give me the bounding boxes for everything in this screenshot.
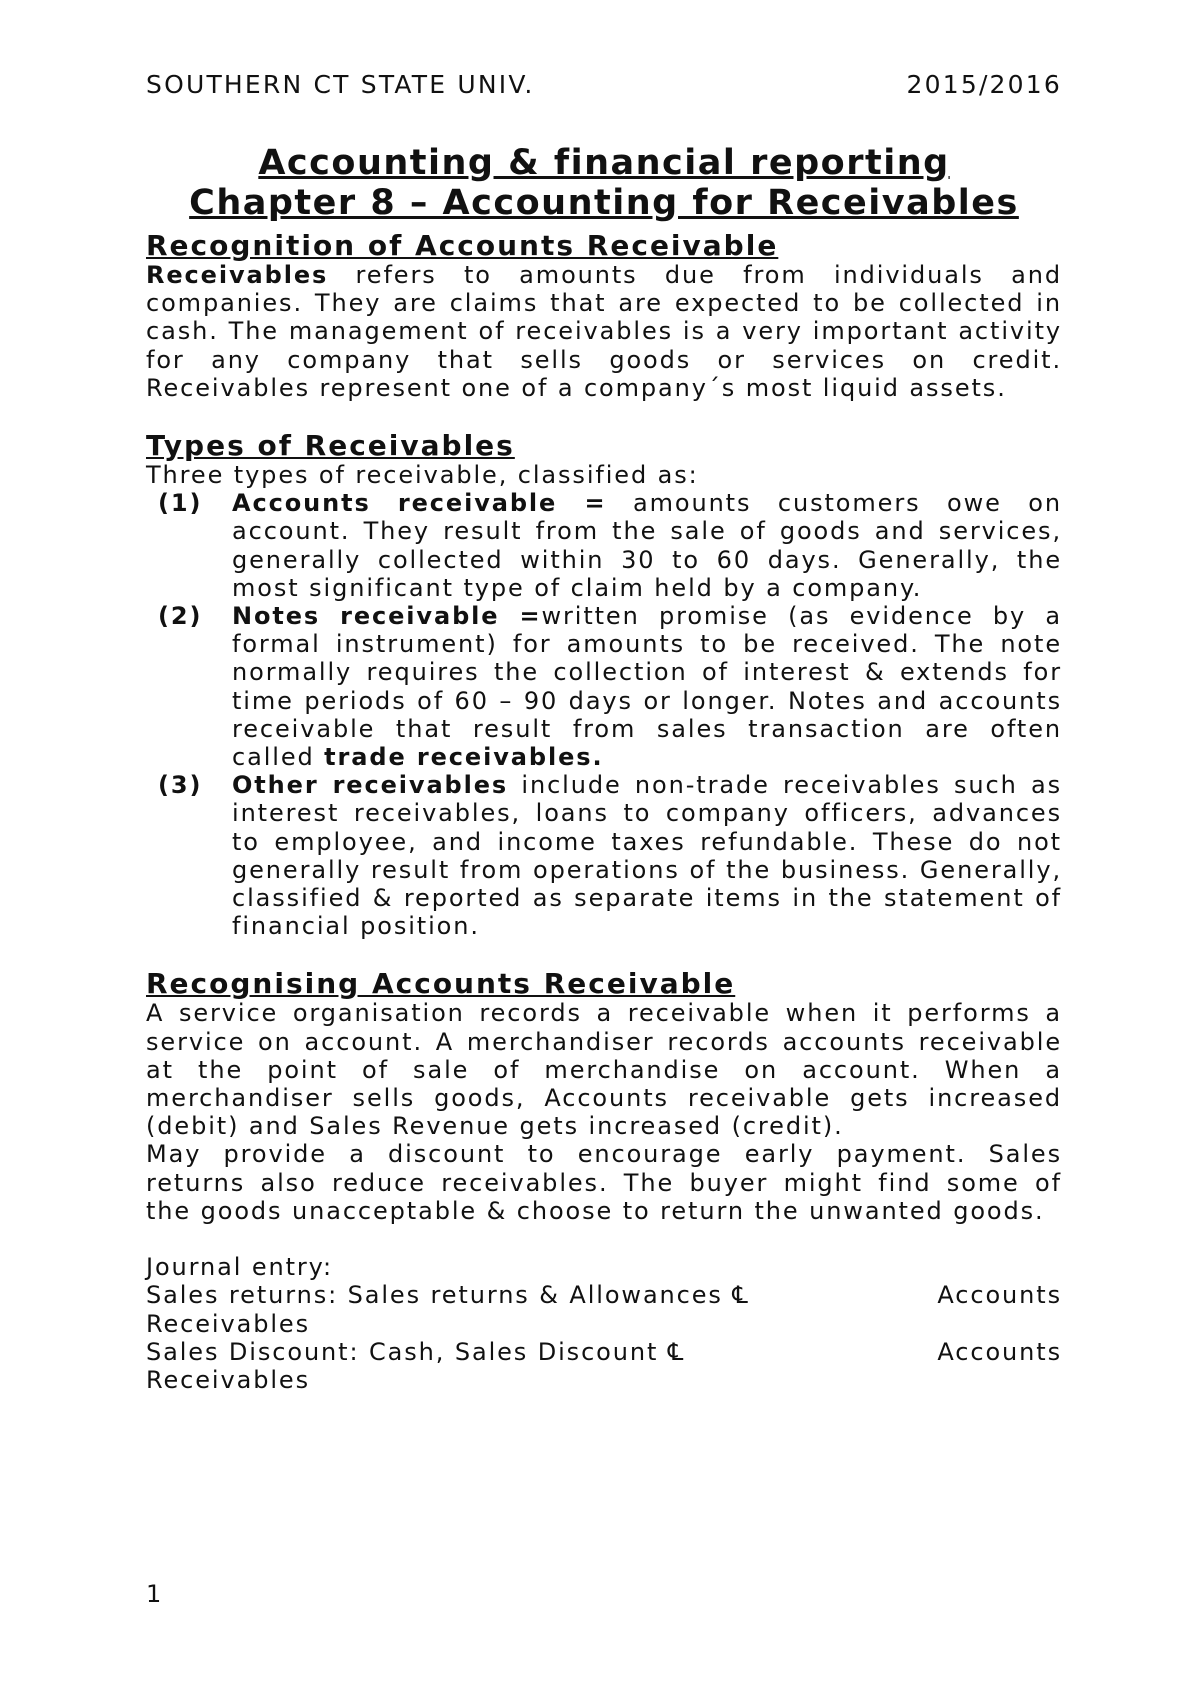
- list-item-number: (2): [158, 602, 203, 631]
- page-number: 1: [146, 1580, 162, 1608]
- section-heading-recognition: Recognition of Accounts Receivable: [146, 229, 779, 262]
- list-item: [146, 602, 1062, 771]
- recognising-paragraph-2: May provide a discount to encourage early payment. Sales returns also reduce receivables. The buyer might find some of the goods unacceptable & choose to return the unwanted goods.: [146, 1140, 1062, 1225]
- list-item: [146, 489, 1062, 602]
- list-item-body: [232, 602, 1062, 771]
- recognition-text: refers to amounts due from individuals and companies. They are claims that are expected to be collected in cash. The management of receivables is a very important activity for any company that sells goods or services on credit. Receivables represent one of a company´s most liquid assets.: [146, 261, 1062, 402]
- header-institution: SOUTHERN CT STATE UNIV.: [146, 70, 535, 99]
- list-item: [146, 771, 1062, 940]
- list-item-body: [232, 771, 1062, 940]
- types-intro: Three types of receivable, classified as:: [146, 461, 699, 490]
- journal-discount-cont: Receivables: [146, 1365, 310, 1394]
- list-item-text: written promise (as evidence by a formal instrument) for amounts to be received. The note normally requires the collection of interest & extends for time periods of 60 – 90 days or longer. Notes and accounts receivable that result from sales transaction are often called: [232, 602, 1062, 772]
- journal-returns-left: Sales returns: Sales returns & Allowances ℄: [146, 1281, 750, 1310]
- list-item-text: amounts customers owe on account. They result from the sale of goods and services, generally collected within 30 to 60 days. Generally, the most significant type of claim held by a company.: [232, 489, 1062, 602]
- title-line-2: Chapter 8 – Accounting for Receivables: [189, 183, 1019, 223]
- title-line-1: Accounting & financial reporting: [258, 143, 950, 183]
- list-item-number: (1): [158, 489, 203, 518]
- list-item-term: Notes receivable =: [232, 602, 542, 631]
- journal-discount-left: Sales Discount: Cash, Sales Discount ℄: [146, 1337, 686, 1366]
- journal-returns-right: Accounts: [937, 1281, 1062, 1310]
- document-body: [146, 230, 1062, 1394]
- section-heading-types: Types of Receivables: [146, 429, 515, 463]
- section-heading-recognising: Recognising Accounts Receivable: [146, 967, 736, 1001]
- page-header: [146, 70, 1062, 99]
- list-item-number: (3): [158, 771, 203, 800]
- recognition-lead-term: Receivables: [146, 261, 329, 289]
- list-item-term: Other receivables: [232, 771, 509, 800]
- list-item-text: include non-trade receivables such as interest receivables, loans to company officers, advances to employee, and income taxes refundable. These do not generally result from operations of the business. Generally, classified & reported as separate items in the statement of financial position.: [232, 771, 1062, 941]
- recognition-paragraph: [146, 261, 1062, 402]
- types-list: [146, 489, 1062, 940]
- journal-sales-returns: [146, 1281, 1062, 1309]
- journal-label: Journal entry:: [146, 1253, 334, 1282]
- journal-returns-cont: Receivables: [146, 1309, 310, 1338]
- document-title: [146, 143, 1062, 223]
- header-year: 2015/2016: [906, 70, 1062, 99]
- journal-sales-discount: [146, 1338, 1062, 1366]
- list-item-tail-term: trade receivables.: [324, 743, 604, 772]
- list-item-body: [232, 489, 1062, 602]
- list-item-term: Accounts receivable =: [232, 489, 607, 518]
- journal-discount-right: Accounts: [937, 1337, 1062, 1366]
- recognising-paragraph-1: A service organisation records a receivable when it performs a service on account. A merchandiser records accounts receivable at the point of sale of merchandise on account. When a merchandiser sells goods, Accounts receivable gets increased (debit) and Sales Revenue gets increased (credit).: [146, 999, 1062, 1141]
